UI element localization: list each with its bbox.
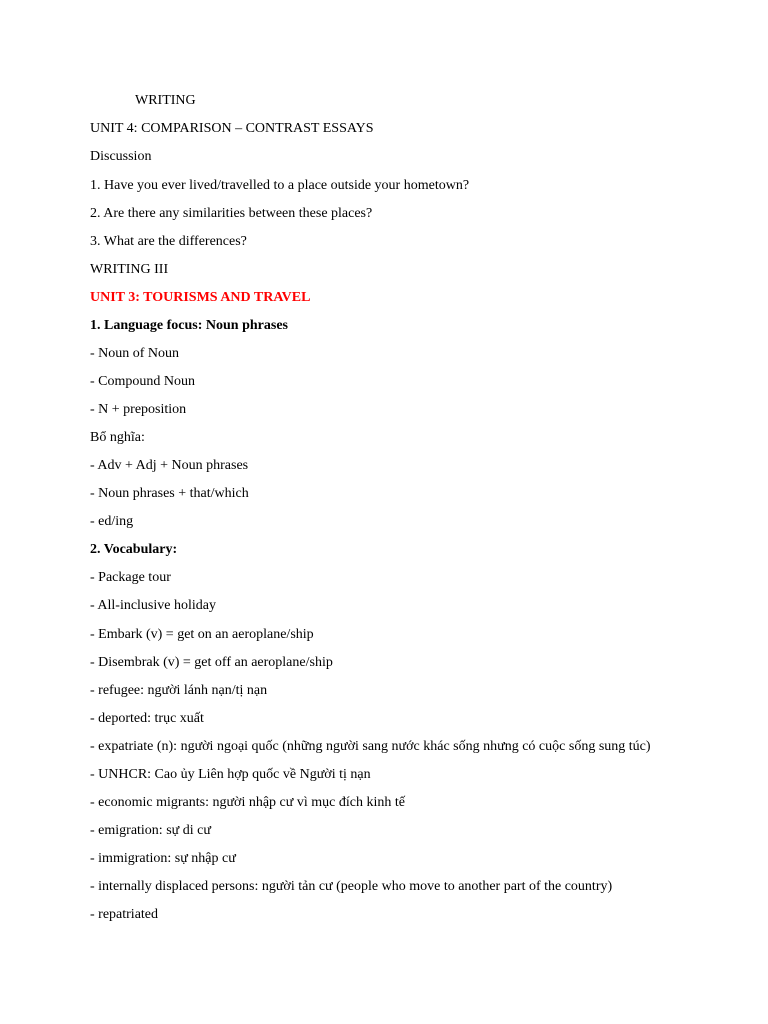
- section2-heading: 2. Vocabulary:: [90, 542, 178, 557]
- vocabulary-item: - internally displaced persons: người tản cư (people who move to another part of the country): [90, 879, 613, 894]
- writing-iii-label: WRITING III: [90, 262, 169, 277]
- modifier-item-1: - Adv + Adj + Noun phrases: [90, 458, 249, 473]
- vocabulary-item: - All-inclusive holiday: [90, 598, 216, 613]
- discussion-question-3: 3. What are the differences?: [90, 234, 247, 249]
- vocabulary-item: - repatriated: [90, 907, 159, 922]
- vocabulary-item: - Disembrak (v) = get off an aeroplane/ship: [90, 655, 333, 670]
- noun-phrase-item-3: - N + preposition: [90, 402, 187, 417]
- unit4-title: UNIT 4: COMPARISON – CONTRAST ESSAYS: [90, 121, 374, 136]
- vocabulary-item: - economic migrants: người nhập cư vì mục đích kinh tế: [90, 795, 405, 810]
- heading-writing: WRITING: [135, 93, 196, 108]
- section1-heading: 1. Language focus: Noun phrases: [90, 318, 288, 333]
- unit3-title: UNIT 3: TOURISMS AND TRAVEL: [90, 290, 311, 305]
- noun-phrase-item-1: - Noun of Noun: [90, 346, 180, 361]
- vocabulary-item: - deported: trục xuất: [90, 711, 204, 726]
- discussion-label: Discussion: [90, 149, 152, 164]
- vocabulary-item: - refugee: người lánh nạn/tị nạn: [90, 683, 268, 698]
- modifier-item-2: - Noun phrases + that/which: [90, 486, 249, 501]
- vocabulary-item: - Package tour: [90, 570, 171, 585]
- discussion-question-2: 2. Are there any similarities between these places?: [90, 206, 373, 221]
- vocabulary-item: - UNHCR: Cao ủy Liên hợp quốc về Người tị nạn: [90, 767, 371, 782]
- vocabulary-item: - immigration: sự nhập cư: [90, 851, 236, 866]
- vocabulary-item: - emigration: sự di cư: [90, 823, 211, 838]
- modifier-label: Bổ nghĩa:: [90, 430, 145, 445]
- discussion-question-1: 1. Have you ever lived/travelled to a place outside your hometown?: [90, 178, 470, 193]
- modifier-item-3: - ed/ing: [90, 514, 134, 529]
- noun-phrase-item-2: - Compound Noun: [90, 374, 195, 389]
- vocabulary-item: - expatriate (n): người ngoại quốc (những người sang nước khác sống nhưng có cuộc sống sung túc): [90, 739, 651, 754]
- vocabulary-item: - Embark (v) = get on an aeroplane/ship: [90, 627, 314, 642]
